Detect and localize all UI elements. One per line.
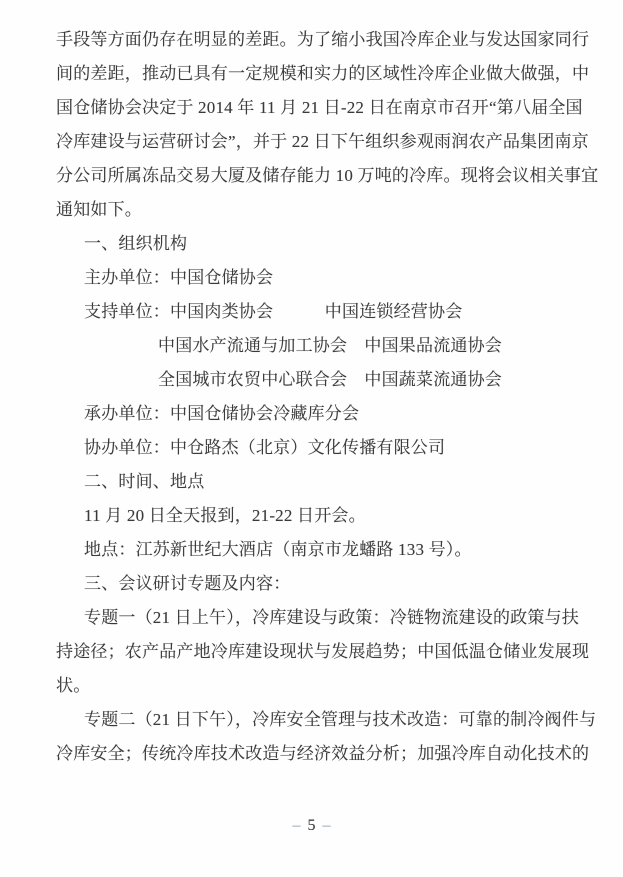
document-line: 专题一（21 日上午），冷库建设与政策：冷链物流建设的政策与扶: [84, 608, 579, 627]
document-line: 间的差距，推动已具有一定规模和实力的区域性冷库企业做大做强，中: [56, 64, 590, 83]
document-line: 状。: [56, 676, 91, 695]
section-heading-time-place: 二、时间、地点: [84, 472, 205, 491]
section-heading-topics: 三、会议研讨专题及内容：: [84, 574, 291, 593]
document-line: 地点：江苏新世纪大酒店（南京市龙蟠路 133 号）。: [84, 540, 472, 559]
document-line: 支持单位：中国肉类协会 中国连锁经营协会: [84, 302, 463, 321]
document-body: [56, 23, 599, 771]
document-line: 冷库建设与运营研讨会”，并于 22 日下午组织参观雨润农产品集团南京: [56, 132, 589, 151]
document-line: 承办单位：中国仓储协会冷藏库分会: [84, 404, 360, 423]
document-line: 全国城市农贸中心联合会 中国蔬菜流通协会: [158, 370, 502, 389]
document-line: 国仓储协会决定于 2014 年 11 月 21 日-22 日在南京市召开“第八届全国: [56, 98, 583, 117]
page-number: 5: [307, 817, 316, 834]
section-heading-organization: 一、组织机构: [84, 234, 188, 253]
page-number-dash-left: –: [292, 817, 301, 834]
document-line: 专题二（21 日下午），冷库安全管理与技术改造：可靠的制冷阀件与: [84, 710, 597, 729]
page-footer: [0, 814, 623, 838]
document-line: 分公司所属冻品交易大厦及储存能力 10 万吨的冷库。现将会议相关事宜: [56, 166, 599, 185]
document-line: 手段等方面仍存在明显的差距。为了缩小我国冷库企业与发达国家同行: [56, 30, 590, 49]
page-number-dash-right: –: [322, 817, 331, 834]
document-line: 主办单位：中国仓储协会: [84, 268, 274, 287]
document-line: 冷库安全；传统冷库技术改造与经济效益分析；加强冷库自动化技术的: [56, 744, 590, 763]
document-line: 通知如下。: [56, 200, 142, 219]
document-line: 中国水产流通与加工协会 中国果品流通协会: [158, 336, 502, 355]
document-line: 持途径；农产品产地冷库建设现状与发展趋势；中国低温仓储业发展现: [56, 642, 590, 661]
document-line: 11 月 20 日全天报到，21-22 日开会。: [84, 506, 366, 525]
document-line: 协办单位：中仓路杰（北京）文化传播有限公司: [84, 438, 446, 457]
